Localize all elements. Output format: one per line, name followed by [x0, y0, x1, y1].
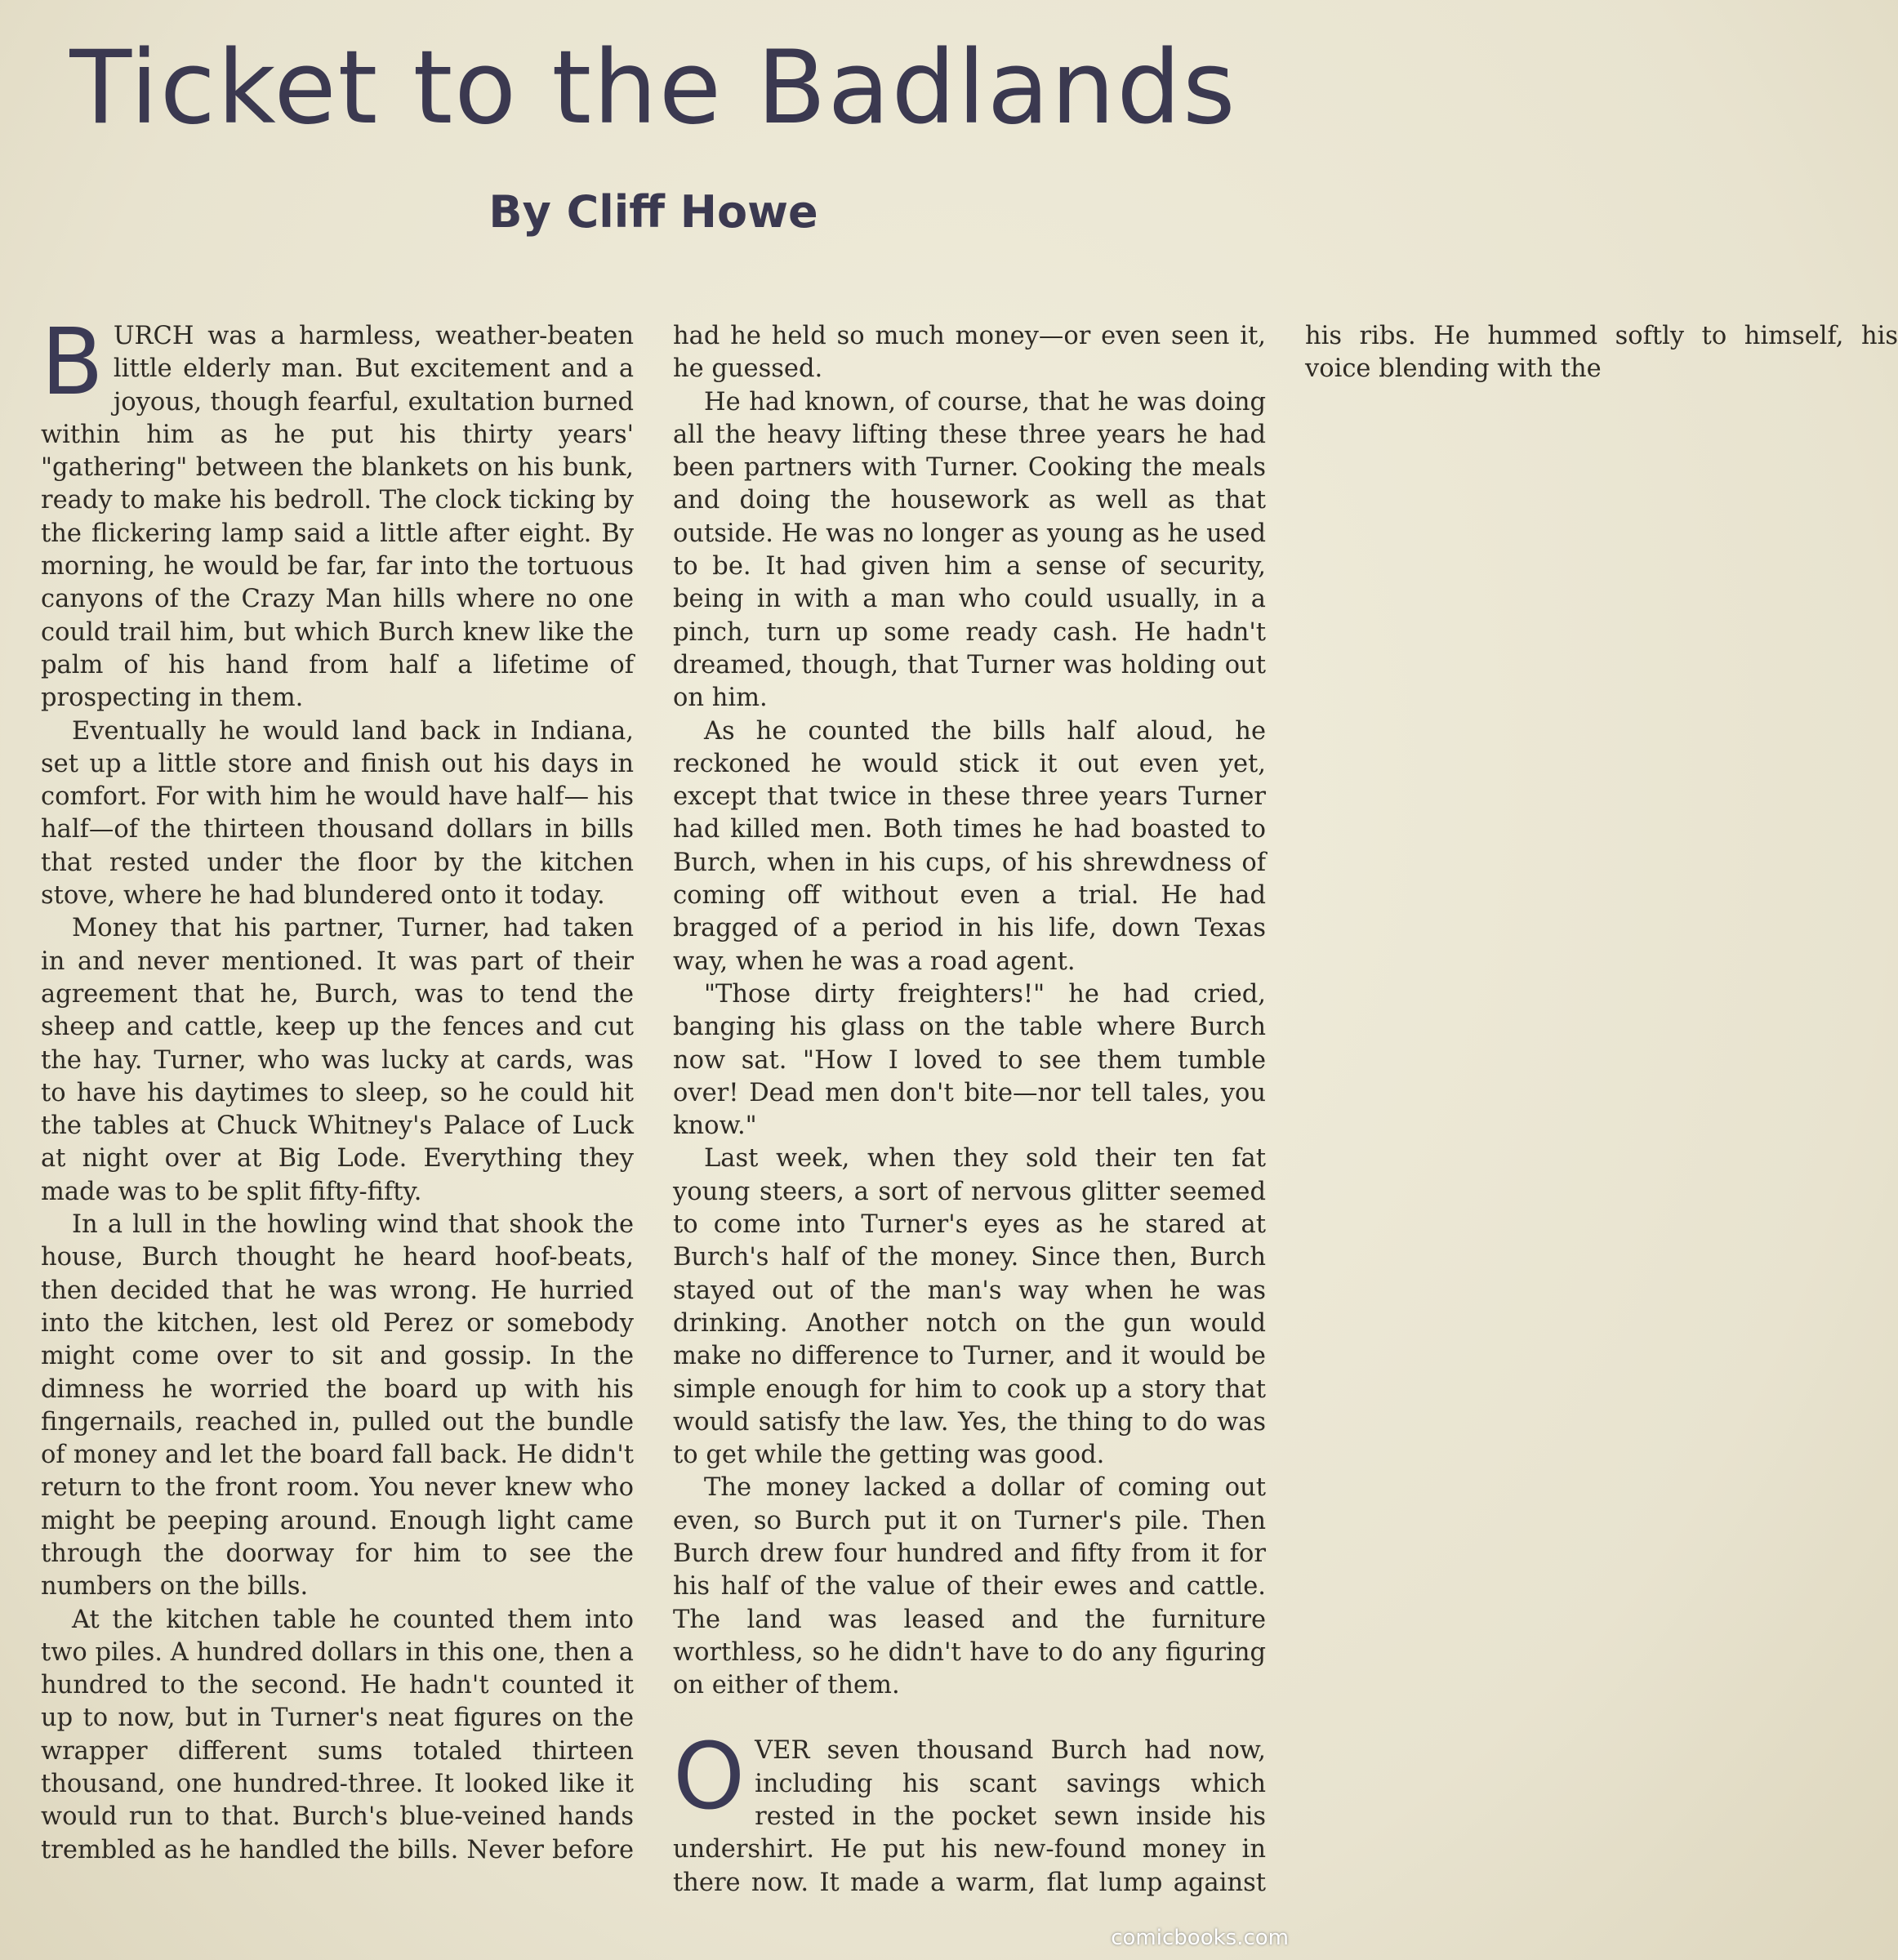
story-title: Ticket to the Badlands	[69, 29, 1237, 147]
paragraph: As he counted the bills half aloud, he reckoned he would stick it out even yet, except that twice in these three years Turner had killed men. Both times he had boasted to Burch, when in his cups, of his shrewdness of coming off without even a trial. He had bragged of a period in his life, down Texas way, when he was a road agent.	[673, 716, 1266, 976]
watermark: comicbooks.com	[1111, 1926, 1289, 1950]
drop-cap: B	[41, 310, 104, 416]
paragraph-text: URCH was a harmless, weather-beaten little elderly man. But excitement and a joyous, though fearful, exultation burned within him as he put his thirty years' "gathering" between the blankets on his bunk, ready to make his bedroll. The clock ticking by the flickering lamp said a little after eight. By morning, he would be far, far into the tortuous canyons of the Crazy Man hills where no one could trail him, but which Burch knew like the palm of his hand from half a lifetime of prospecting in them.	[41, 322, 634, 713]
paragraph: At the kitchen table he counted them into two piles. A hundred dollars in this one, then a hundred to the second. He hadn't counted it up to now, but in Turner's neat figures on the wrapper different sums totaled thirteen thousand, one hundred-three. It looked like it would run to that. Burch's blue-veined hands trembled as he handled the bills. Never before had he held so much money—or even seen it, he guessed.	[41, 322, 1266, 1864]
drop-cap: O	[673, 1724, 746, 1831]
paragraph: In a lull in the howling wind that shook the house, Burch thought he heard hoof-beats, then decided that he was wrong. He hurried into the kitchen, lest old Perez or somebody might come over to sit and gossip. In the dimness he worried the board up with his fingernails, reached in, pulled out the bundle of money and let the board fall back. He didn't return to the front room. You never knew who might be peeping around. Enough light came through the doorway for him to see the numbers on the bills.	[41, 1210, 634, 1601]
byline: By Cliff Howe	[488, 186, 818, 238]
story-body	[41, 310, 1898, 1909]
paragraph: Money that his partner, Turner, had taken in and never mentioned. It was part of their agreement that he, Burch, was to tend the sheep and cattle, keep up the fences and cut the hay. Turner, who was lucky at cards, was to have his daytimes to sleep, so he could hit the tables at Chuck Whitney's Palace of Luck at night over at Big Lode. Everything they made was to be split fifty-fifty.	[41, 914, 634, 1206]
paragraph-text: VER seven thousand Burch had now, including his scant savings which rested in the pocket sewn inside his undershirt. He put his new-found money in there now. It made a warm, flat lump against his ribs. He hummed softly to himself, his voice blending with the	[673, 322, 1898, 1897]
paragraph: "Those dirty freighters!" he had cried, banging his glass on the table where Burch now sat. "How I loved to see them tumble over! Dead men don't bite—nor tell tales, you know."	[673, 979, 1266, 1141]
paragraph: Last week, when they sold their ten fat young steers, a sort of nervous glitter seemed to come into Turner's eyes as he stared at Burch's half of the money. Since then, Burch stayed out of the man's way when he was drinking. Another notch on the gun would make no difference to Turner, and it would be simple enough for him to cook up a story that would satisfy the law. Yes, the thing to do was to get while the getting was good.	[673, 1144, 1266, 1470]
paragraph	[41, 310, 634, 715]
paragraph: The money lacked a dollar of coming out even, so Burch put it on Turner's pile. Then Burch drew four hundred and fifty from it for his half of the value of their ewes and cattle. The land was leased and the furniture worthless, so he didn't have to do any figuring on either of them.	[673, 1473, 1266, 1700]
paragraph: He had known, of course, that he was doing all the heavy lifting these three years he had been partners with Turner. Cooking the meals and doing the housework as well as that outside. He was no longer as young as he used to be. It had given him a sense of security, being in with a man who could usually, in a pinch, turn up some ready cash. He hadn't dreamed, though, that Turner was holding out on him.	[673, 387, 1266, 713]
paragraph: Eventually he would land back in Indiana, set up a little store and finish out his days in comfort. For with him he would have half— his half—of the thirteen thousand dollars in bills that rested under the floor by the kitchen stove, where he had blundered onto it today.	[41, 716, 634, 911]
